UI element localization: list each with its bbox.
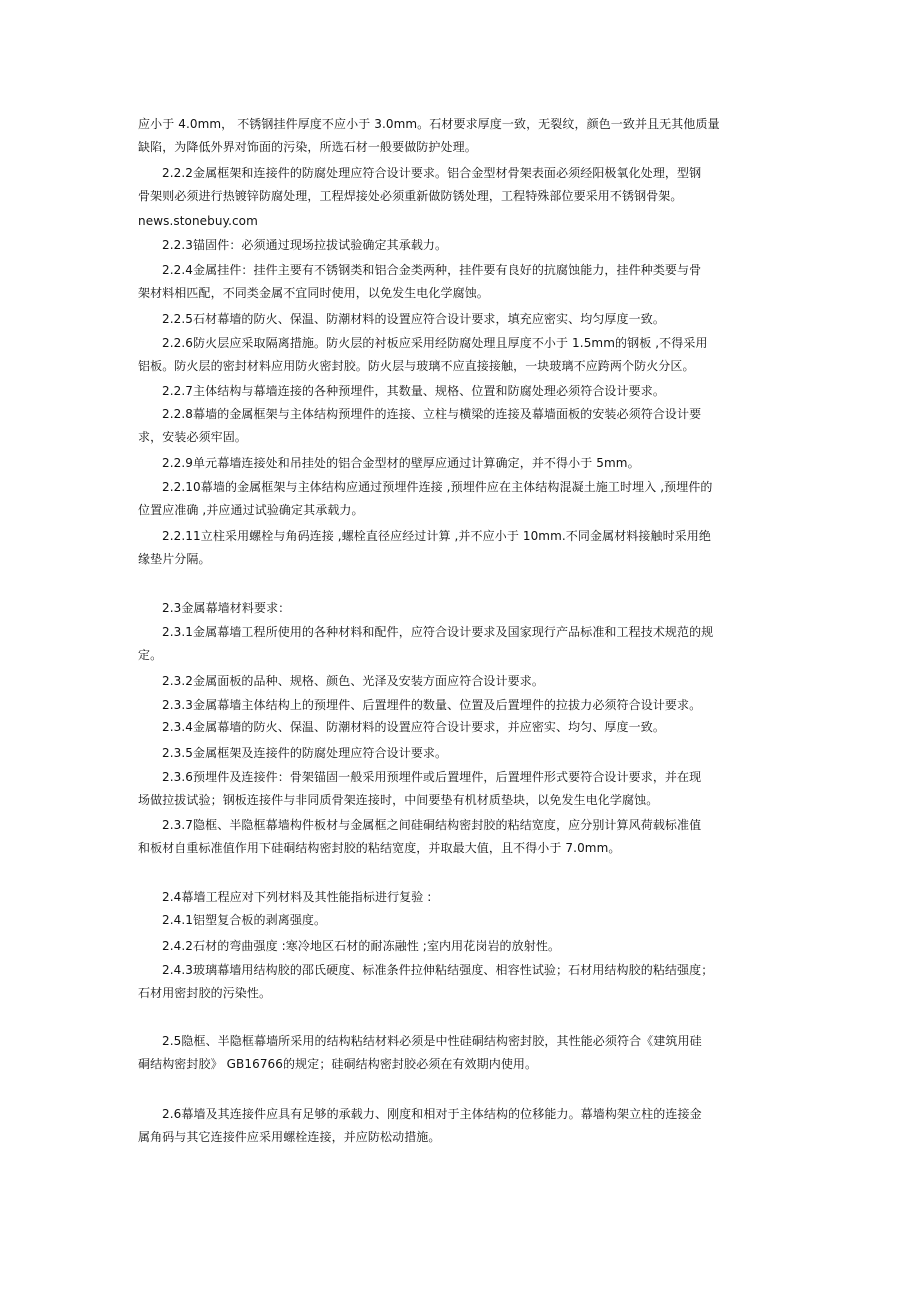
text-line: 2.6幕墙及其连接件应具有足够的承载力、刚度和相对于主体结构的位移能力。幕墙构架立柱的连接金 — [162, 1107, 702, 1121]
paragraph-2-2-5 — [138, 308, 788, 331]
paragraph-2-2-9 — [138, 452, 788, 475]
text-line: 2.3.2金属面板的品种、规格、颜色、光泽及安装方面应符合设计要求。 — [162, 674, 544, 688]
text-line: 和板材自重标准值作用下硅硐结构密封胶的粘结宽度，并取最大值，且不得小于 7.0mm。 — [138, 841, 621, 855]
text-line: 2.3.3金属幕墙主体结构上的预埋件、后置埋件的数量、位置及后置埋件的拉拔力必须符合设计要求。 — [162, 698, 702, 712]
text-line: 2.2.11立柱采用螺栓与角码连接 ,螺栓直径应经过计算 ,并不应小于 10mm.不同金属材料接触时采用绝 — [162, 529, 712, 543]
section-heading-2-3 — [138, 597, 788, 620]
text-line: 2.2.3锚固件：必须通过现场拉拔试验确定其承载力。 — [162, 238, 448, 252]
paragraph-2-2-2 — [138, 162, 788, 208]
text-line: 2.3.6预埋件及连接件：骨架锚固一般采用预埋件或后置埋件，后置埋件形式要符合设计要求，并在现 — [162, 770, 702, 784]
paragraph-2-2-3 — [138, 234, 788, 257]
text-line: 2.2.2金属框架和连接件的防腐处理应符合设计要求。铝合金型材骨架表面必须经阳极氧化处理，型钢 — [162, 166, 702, 180]
text-line: 2.4.3玻璃幕墙用结构胶的邵氏硬度、标准条件拉伸粘结强度、相容性试验；石材用结构胶的粘结强度； — [162, 963, 714, 977]
text-line: 2.2.9单元幕墙连接处和吊挂处的铝合金型材的壁厚应通过计算确定，并不得小于 5mm。 — [162, 456, 640, 470]
text-line: 2.3.4金属幕墙的防火、保温、防潮材料的设置应符合设计要求，并应密实、均匀、厚度一致。 — [162, 720, 665, 734]
paragraph-2-3-4 — [138, 716, 788, 739]
text-line: 属角码与其它连接件应采用螺栓连接，并应防松动措施。 — [138, 1130, 441, 1144]
text-line: 架材料相匹配，不同类金属不宜同时使用，以免发生电化学腐蚀。 — [138, 286, 489, 300]
text-line: 骨架则必须进行热镀锌防腐处理，工程焊接处必须重新做防锈处理，工程特殊部位要采用不锈钢骨架。 — [138, 189, 683, 203]
text-line: 2.3金属幕墙材料要求： — [162, 601, 291, 615]
text-line: 2.2.5石材幕墙的防火、保温、防潮材料的设置应符合设计要求，填充应密实、均匀厚度一致。 — [162, 312, 665, 326]
paragraph-2-2-10 — [138, 476, 788, 522]
text-line: 2.2.10幕墙的金属框架与主体结构应通过预埋件连接 ,预埋件应在主体结构混凝土施工时埋入 ,预埋件的 — [162, 480, 713, 494]
paragraph-2-3-2 — [138, 670, 788, 693]
text-line: 2.2.6防火层应采取隔离措施。防火层的衬板应采用经防腐处理且厚度不小于 1.5mm的钢板 ,不得采用 — [162, 336, 708, 350]
text-line: 2.2.7主体结构与幕墙连接的各种预埋件，其数量、规格、位置和防腐处理必须符合设计要求。 — [162, 384, 665, 398]
paragraph-2-3-7 — [138, 814, 788, 860]
text-line: 石材用密封胶的污染性。 — [138, 986, 272, 1000]
text-line: 2.3.7隐框、半隐框幕墙构件板材与金属框之间硅硐结构密封胶的粘结宽度，应分别计算风荷载标准值 — [162, 818, 702, 832]
source-url — [138, 210, 788, 233]
text-line: 2.4.1铝塑复合板的剥离强度。 — [162, 913, 327, 927]
paragraph-2-2-6 — [138, 332, 788, 378]
paragraph-2-4-3 — [138, 959, 788, 1005]
text-line: news.stonebuy.com — [138, 214, 258, 228]
paragraph-2-6 — [138, 1103, 788, 1149]
text-line: 2.2.4金属挂件：挂件主要有不锈钢类和铝合金类两种，挂件要有良好的抗腐蚀能力，挂件种类要与骨 — [162, 263, 702, 277]
text-line: 2.3.1金属幕墙工程所使用的各种材料和配件，应符合设计要求及国家现行产品标准和工程技术规范的规 — [162, 625, 714, 639]
text-line: 求，安装必须牢固。 — [138, 430, 247, 444]
text-line: 铝板。防火层的密封材料应用防火密封胶。防火层与玻璃不应直接接触，一块玻璃不应跨两个防火分区。 — [138, 359, 695, 373]
paragraph-2-3-5 — [138, 742, 788, 765]
text-line: 2.5隐框、半隐框幕墙所采用的结构粘结材料必须是中性硅硐结构密封胶，其性能必须符合《建筑用硅 — [162, 1034, 702, 1048]
paragraph-2-3-1 — [138, 621, 788, 667]
paragraph-2-2-7 — [138, 380, 788, 403]
text-line: 2.2.8幕墙的金属框架与主体结构预埋件的连接、立柱与横梁的连接及幕墙面板的安装必须符合设计要 — [162, 407, 702, 421]
text-line: 应小于 4.0mm， 不锈钢挂件厚度不应小于 3.0mm。石材要求厚度一致，无裂纹，颜色一致并且无其他质量 — [138, 117, 720, 131]
paragraph-continuation — [138, 113, 788, 159]
text-line: 缘垫片分隔。 — [138, 552, 211, 566]
paragraph-2-2-11 — [138, 525, 788, 571]
text-line: 场做拉拔试验；钢板连接件与非同质骨架连接时，中间要垫有机材质垫块，以免发生电化学腐蚀。 — [138, 793, 659, 807]
text-line: 2.3.5金属框架及连接件的防腐处理应符合设计要求。 — [162, 746, 448, 760]
text-line: 2.4.2石材的弯曲强度 :寒冷地区石材的耐冻融性 ;室内用花岗岩的放射性。 — [162, 939, 561, 953]
paragraph-2-2-8 — [138, 403, 788, 449]
text-line: 2.4幕墙工程应对下列材料及其性能指标进行复验 : — [162, 890, 432, 904]
text-line: 硐结构密封胶》 GB16766的规定；硅硐结构密封胶必须在有效期内使用。 — [138, 1057, 538, 1071]
section-heading-2-4 — [138, 886, 788, 909]
paragraph-2-3-3 — [138, 694, 788, 717]
text-line: 位置应准确 ,并应通过试验确定其承载力。 — [138, 503, 364, 517]
text-line: 定。 — [138, 648, 163, 662]
paragraph-2-3-6 — [138, 766, 788, 812]
paragraph-2-5 — [138, 1030, 788, 1076]
paragraph-2-2-4 — [138, 259, 788, 305]
paragraph-2-4-1 — [138, 909, 788, 932]
text-line: 缺陷，为降低外界对饰面的污染，所选石材一般要做防护处理。 — [138, 140, 477, 154]
paragraph-2-4-2 — [138, 935, 788, 958]
